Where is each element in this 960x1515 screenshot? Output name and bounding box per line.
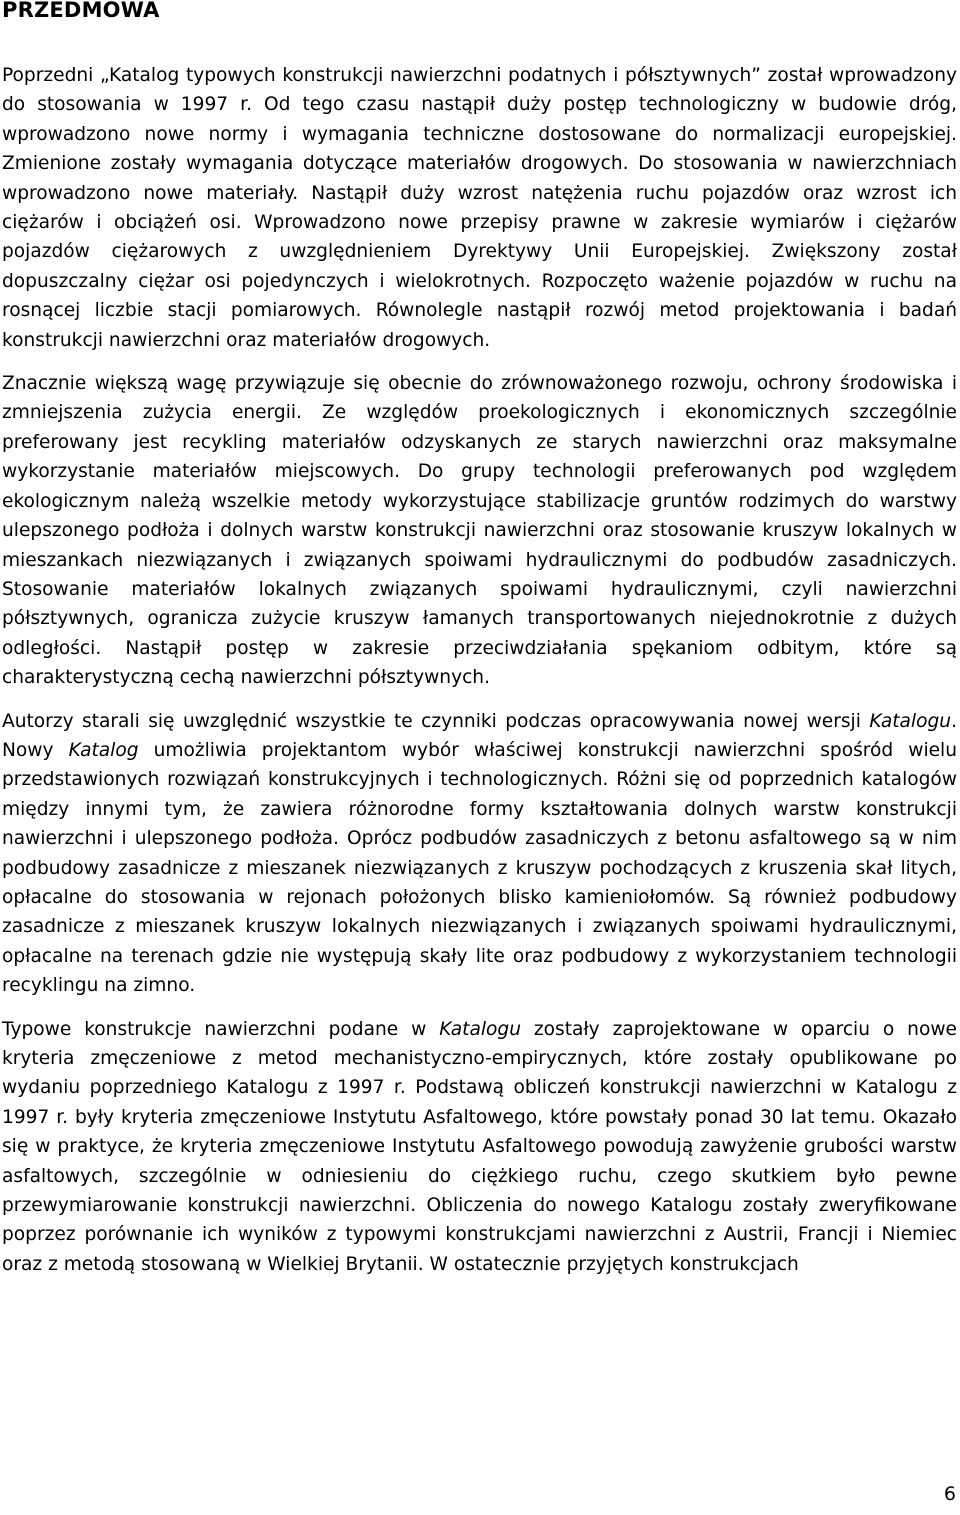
page-heading: PRZEDMOWA [2, 0, 160, 22]
paragraph-segment: Znacznie większą wagę przywiązuje się obecnie do zrównoważonego rozwoju, ochrony środowiska i zmniejszenia zużycia energii. Ze względów proekologicznych i ekonomicznych szczególnie preferowany jest recykling materiałów odzyskanych ze starych nawierzchni oraz maksymalne wykorzystanie materiałów miejscowych. Do grupy technologii preferowanych pod względem ekologicznym należą wszelkie metody wykorzystujące stabilizacje gruntów rodzimych do warstwy ulepszonego podłoża i dolnych warstw konstrukcji nawierzchni oraz stosowanie kruszyw lokalnych w mieszankach niezwiązanych i związanych spoiwami hydraulicznymi do podbudów zasadniczych. Stosowanie materiałów lokalnych związanych spoiwami hydraulicznymi, czyli nawierzchni półsztywnych, ogranicza zużycie kruszyw łamanych transportowanych niejednokrotnie z dużych odległości. Nastąpił postęp w zakresie przeciwdziałania spękaniom odbitym, które są charakterystyczną cechą nawierzchni półsztywnych. [2, 373, 957, 689]
paragraph-segment: . Nowy [2, 710, 957, 761]
italic-term: Katalogu [869, 710, 952, 732]
page-number: 6 [943, 1483, 956, 1505]
italic-term: Katalog [68, 739, 139, 761]
paragraph-2 [2, 369, 957, 692]
paragraph-segment: Autorzy starali się uwzględnić wszystkie te czynniki podczas opracowywania nowej wersji [2, 710, 870, 732]
paragraph-segment: Typowe konstrukcje nawierzchni podane w [2, 1018, 440, 1040]
paragraph-segment: umożliwia projektantom wybór właściwej konstrukcji nawierzchni spośród wielu przedstawionych rozwiązań konstrukcyjnych i technologicznych. Różni się od poprzednich katalogów między innymi tym, że zawiera różnorodne formy kształtowania dolnych warstw konstrukcji nawierzchni i ulepszonego podłoża. Oprócz podbudów zasadniczych z betonu asfaltowego są w nim podbudowy zasadnicze z mieszanek niezwiązanych z kruszyw pochodzących z kruszenia skał litych, opłacalne do stosowania w rejonach położonych blisko kamieniołomów. Są również podbudowy zasadnicze z mieszanek kruszyw lokalnych niezwiązanych i związanych spoiwami hydraulicznymi, opłacalne na terenach gdzie nie występują skały lite oraz podbudowy z wykorzystaniem technologii recyklingu na zimno. [2, 739, 957, 997]
paragraph-4 [2, 1015, 957, 1280]
italic-term: Katalogu [439, 1018, 521, 1040]
preface-body [2, 61, 957, 1279]
paragraph-segment: Poprzedni „Katalog typowych konstrukcji nawierzchni podatnych i półsztywnych” został wprowadzony do stosowania w 1997 r. Od tego czasu nastąpił duży postęp technologiczny w budowie dróg, wprowadzono nowe normy i wymagania techniczne dostosowane do normalizacji europejskiej. Zmienione zostały wymagania dotyczące materiałów drogowych. Do stosowania w nawierzchniach wprowadzono nowe materiały. Nastąpił duży wzrost natężenia ruchu pojazdów oraz wzrost ich ciężarów i obciążeń osi. Wprowadzono nowe przepisy prawne w zakresie wymiarów i ciężarów pojazdów ciężarowych z uwzględnieniem Dyrektywy Unii Europejskiej. Zwiększony został dopuszczalny ciężar osi pojedynczych i wielokrotnych. Rozpoczęto ważenie pojazdów w ruchu na rosnącej liczbie stacji pomiarowych. Równolegle nastąpił rozwój metod projektowania i badań konstrukcji nawierzchni oraz materiałów drogowych. [2, 65, 957, 351]
paragraph-3 [2, 707, 957, 1001]
paragraph-segment: zostały zaprojektowane w oparciu o nowe kryteria zmęczeniowe z metod mechanistyczno-empirycznych, które zostały opublikowane po wydaniu poprzedniego Katalogu z 1997 r. Podstawą obliczeń konstrukcji nawierzchni w Katalogu z 1997 r. były kryteria zmęczeniowe Instytutu Asfaltowego, które powstały ponad 30 lat temu. Okazało się w praktyce, że kryteria zmęczeniowe Instytutu Asfaltowego powodują zawyżenie grubości warstw asfaltowych, szczególnie w odniesieniu do ciężkiego ruchu, czego skutkiem było pewne przewymiarowanie konstrukcji nawierzchni. Obliczenia do nowego Katalogu zostały zweryfikowane poprzez porównanie ich wyników z typowymi konstrukcjami nawierzchni z Austrii, Francji i Niemiec oraz z metodą stosowaną w Wielkiej Brytanii. W ostatecznie przyjętych konstrukcjach [2, 1018, 957, 1275]
paragraph-1 [2, 61, 957, 355]
